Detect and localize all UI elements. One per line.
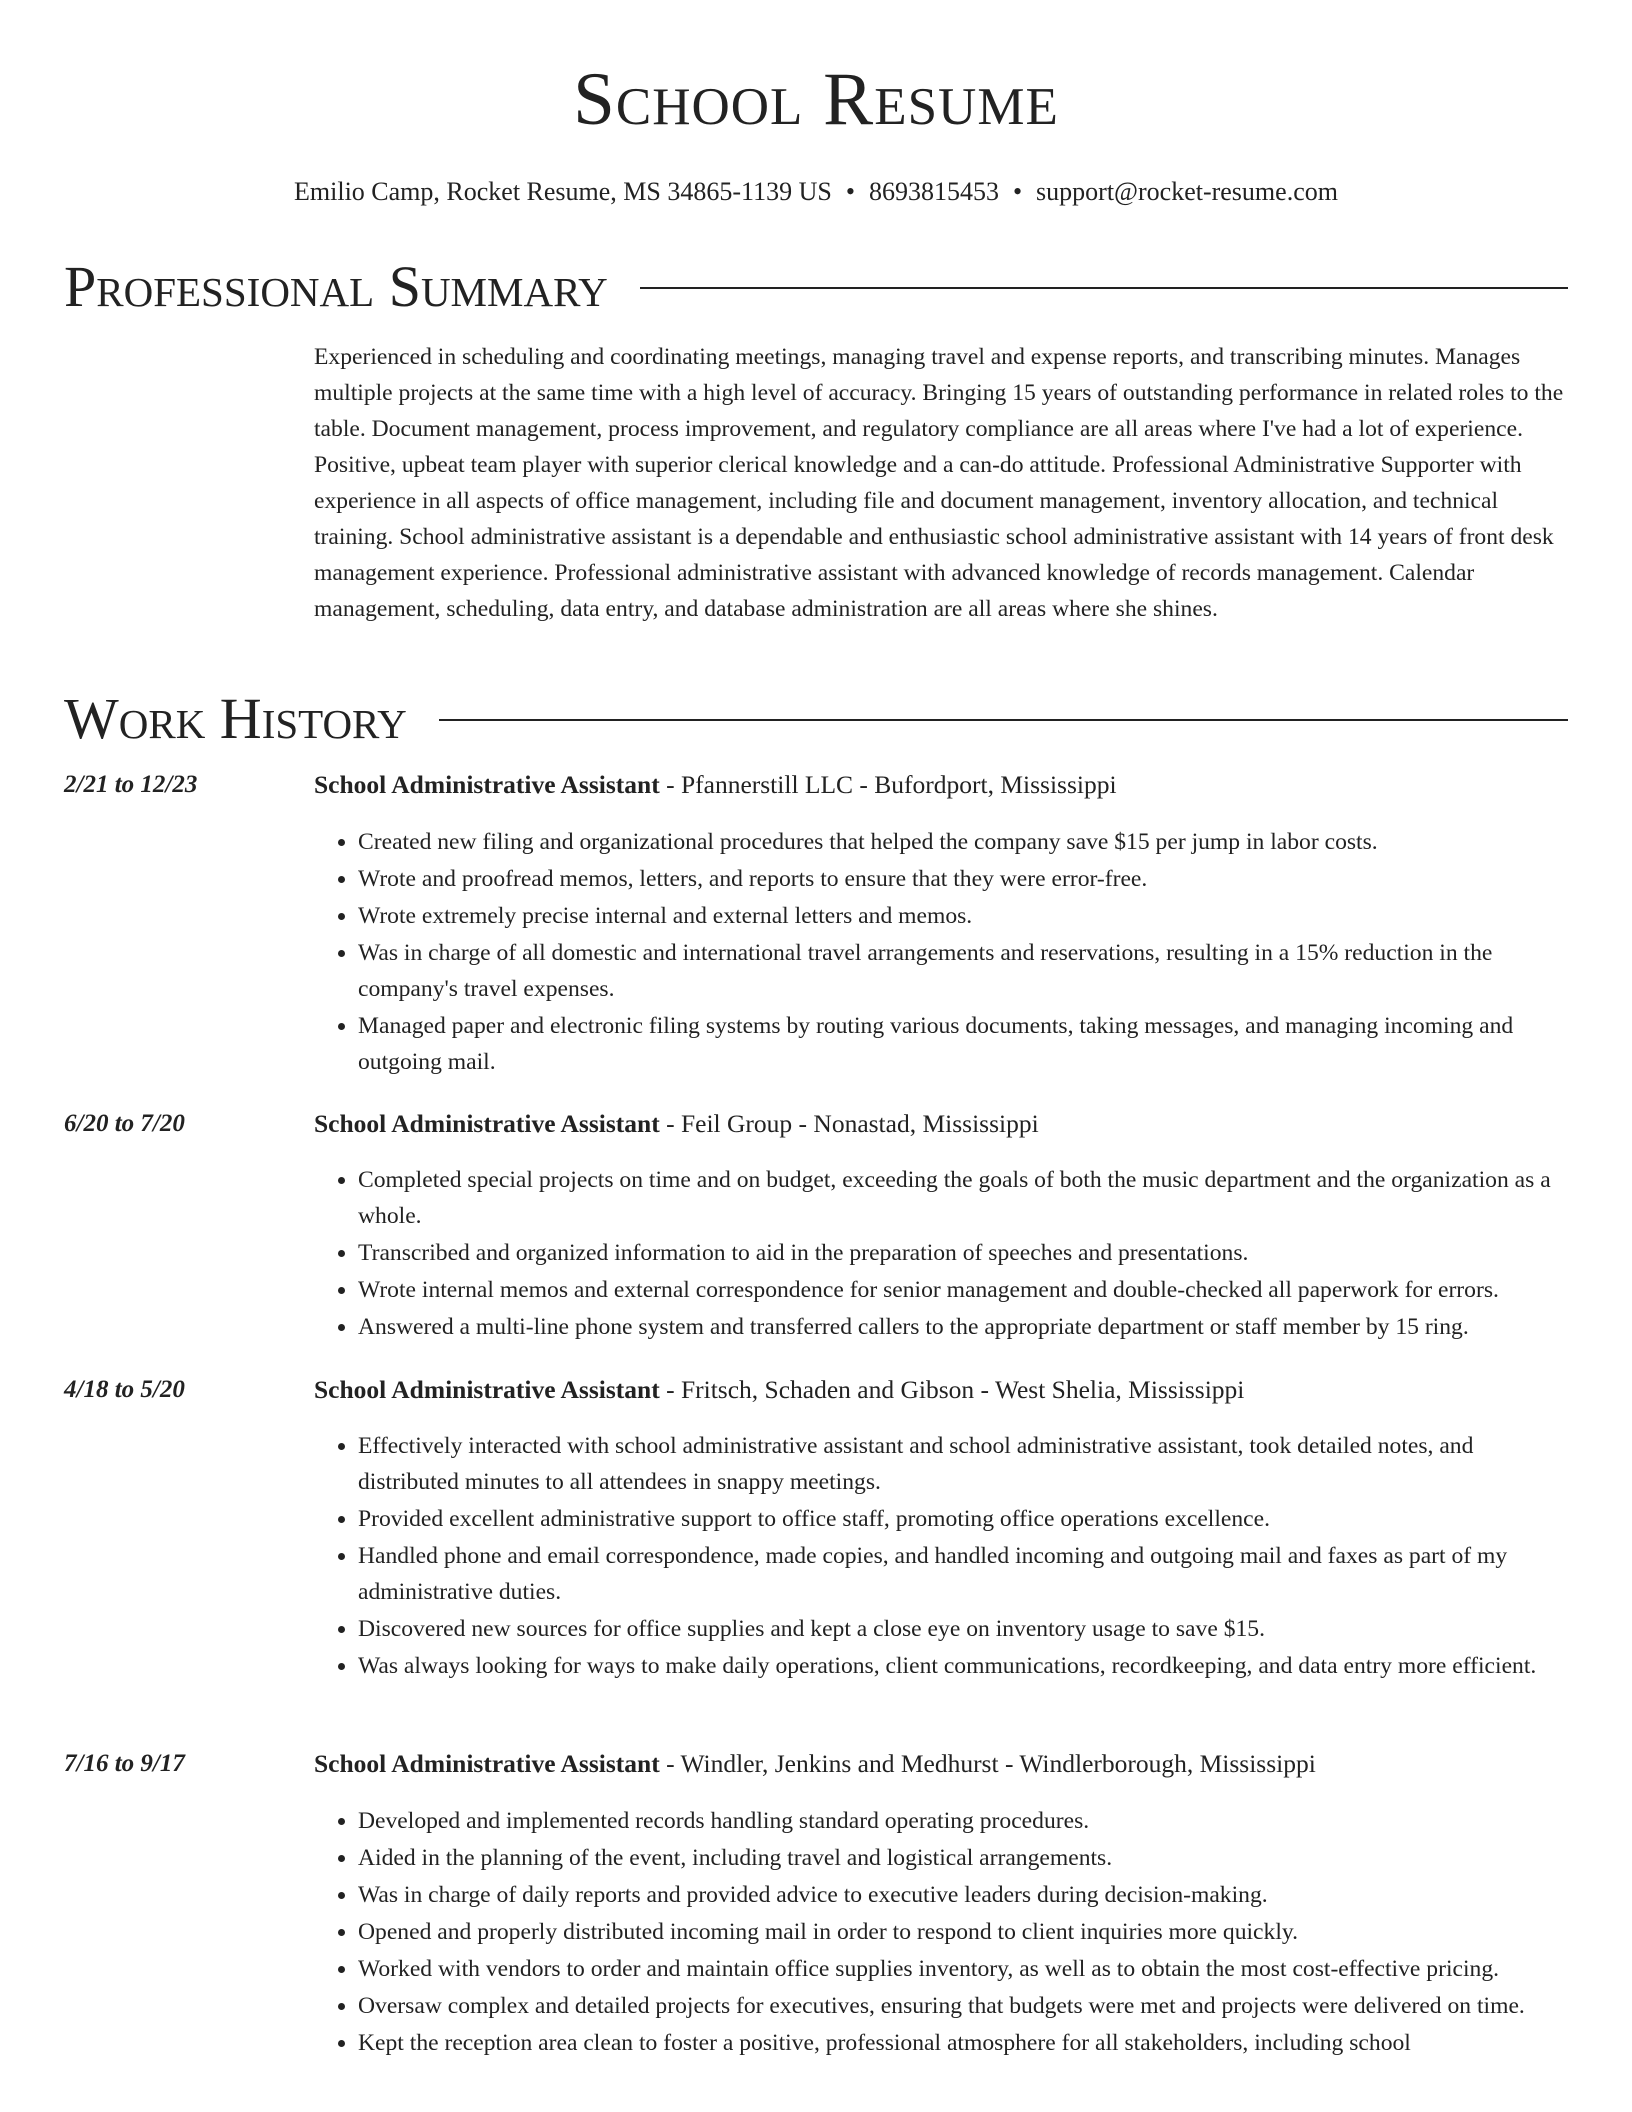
job-bullet: • Managed paper and electronic filing systems by routing various documents, taking messages, and managing incoming and outgoing mail. [358, 1008, 1568, 1080]
summary-heading: Professional Summary [64, 254, 608, 319]
job-dates: 6/20 to 7/20 [64, 1110, 185, 1137]
job-bullet: • Wrote internal memos and external correspondence for senior management and double-checked all paperwork for errors. [358, 1272, 1568, 1308]
job-bullet: • Created new filing and organizational procedures that helped the company save $15 per jump in labor costs. [358, 824, 1568, 860]
work-history-section-header [64, 686, 1568, 751]
job-dates: 2/21 to 12/23 [64, 771, 198, 798]
job-bullet: • Was in charge of daily reports and provided advice to executive leaders during decision-making. [358, 1877, 1568, 1913]
job-details: - Windler, Jenkins and Medhurst - Windlerborough, Mississippi [659, 1749, 1316, 1778]
job-role: School Administrative Assistant [314, 1375, 660, 1404]
job-dates: 7/16 to 9/17 [64, 1750, 185, 1777]
job-bullet: • Transcribed and organized information to aid in the preparation of speeches and presentations. [358, 1235, 1568, 1271]
job-role: School Administrative Assistant [314, 1749, 660, 1778]
job-bullets [314, 1428, 1568, 1685]
contact-separator: • [1012, 177, 1023, 206]
section-divider [640, 287, 1568, 289]
job-dates: 4/18 to 5/20 [64, 1376, 185, 1403]
job-bullet: • Wrote extremely precise internal and external letters and memos. [358, 898, 1568, 934]
job-heading [314, 1748, 1568, 1780]
contact-address: Emilio Camp, Rocket Resume, MS 34865-1139 US [294, 177, 832, 206]
job-bullet: • Completed special projects on time and on budget, exceeding the goals of both the music department and the organization as a whole. [358, 1162, 1568, 1234]
summary-section-header [64, 254, 1568, 319]
job-bullet: • Provided excellent administrative support to office staff, promoting office operations excellence. [358, 1501, 1568, 1537]
contact-separator: • [845, 177, 855, 206]
contact-phone: 8693815453 [868, 177, 999, 206]
contact-email: support@rocket-resume.com [1036, 177, 1338, 206]
document-title: School Resume [573, 58, 1059, 141]
summary-text: Experienced in scheduling and coordinating meetings, managing travel and expense reports, and transcribing minutes. Manages multiple projects at the same time with a high level of accuracy. Bringing 15 years of outstanding performance in related roles to the table. Document management, process improvement, and regulatory compliance are all areas where I've had a lot of experience. Positive, upbeat team player with superior clerical knowledge and a can-do attitude. Professional Administrative Supporter with experience in all aspects of office management, including file and document management, inventory allocation, and technical training. School administrative assistant is a dependable and enthusiastic school administrative assistant with 14 years of front desk management experience. Professional administrative assistant with advanced knowledge of records management. Calendar management, scheduling, data entry, and database administration are all areas where she shines. [314, 344, 1564, 622]
section-divider [439, 719, 1568, 721]
job-bullets [314, 824, 1568, 1081]
job-bullet: • Aided in the planning of the event, including travel and logistical arrangements. [358, 1840, 1568, 1876]
job-bullet: • Answered a multi-line phone system and transferred callers to the appropriate department or staff member by 15 ring. [358, 1309, 1568, 1345]
job-bullet: • Wrote and proofread memos, letters, and reports to ensure that they were error-free. [358, 861, 1568, 897]
job-bullet: • Oversaw complex and detailed projects for executives, ensuring that budgets were met and projects were delivered on time. [358, 1988, 1568, 2024]
job-role: School Administrative Assistant [314, 770, 660, 799]
job-bullet: • Was always looking for ways to make daily operations, client communications, recordkeeping, and data entry more efficient. [358, 1648, 1568, 1684]
job-bullet: • Kept the reception area clean to foster a positive, professional atmosphere for all stakeholders, including school [358, 2025, 1568, 2061]
job-heading [314, 1108, 1568, 1140]
job-bullets [314, 1803, 1568, 2062]
job-bullets [314, 1162, 1568, 1346]
job-role: School Administrative Assistant [314, 1109, 660, 1138]
job-bullet: • Worked with vendors to order and maintain office supplies inventory, as well as to obtain the most cost-effective pricing. [358, 1951, 1568, 1987]
job-heading [314, 1374, 1568, 1406]
job-bullet: • Discovered new sources for office supplies and kept a close eye on inventory usage to save $15. [358, 1611, 1568, 1647]
job-bullet: • Was in charge of all domestic and international travel arrangements and reservations, resulting in a 15% reduction in the company's travel expenses. [358, 935, 1568, 1007]
job-heading [314, 769, 1568, 801]
job-details: - Feil Group - Nonastad, Mississippi [659, 1109, 1039, 1138]
job-details: - Pfannerstill LLC - Bufordport, Mississippi [659, 770, 1117, 799]
job-bullet: • Developed and implemented records handling standard operating procedures. [358, 1803, 1568, 1839]
work-history-heading: Work History [64, 686, 407, 751]
contact-line [0, 176, 1632, 208]
job-bullet: • Effectively interacted with school administrative assistant and school administrative assistant, took detailed notes, and distributed minutes to all attendees in snappy meetings. [358, 1428, 1568, 1500]
job-bullet: • Handled phone and email correspondence, made copies, and handled incoming and outgoing mail and faxes as part of my administrative duties. [358, 1538, 1568, 1610]
job-bullet: • Opened and properly distributed incoming mail in order to respond to client inquiries more quickly. [358, 1914, 1568, 1950]
job-details: - Fritsch, Schaden and Gibson - West Shelia, Mississippi [659, 1375, 1245, 1404]
